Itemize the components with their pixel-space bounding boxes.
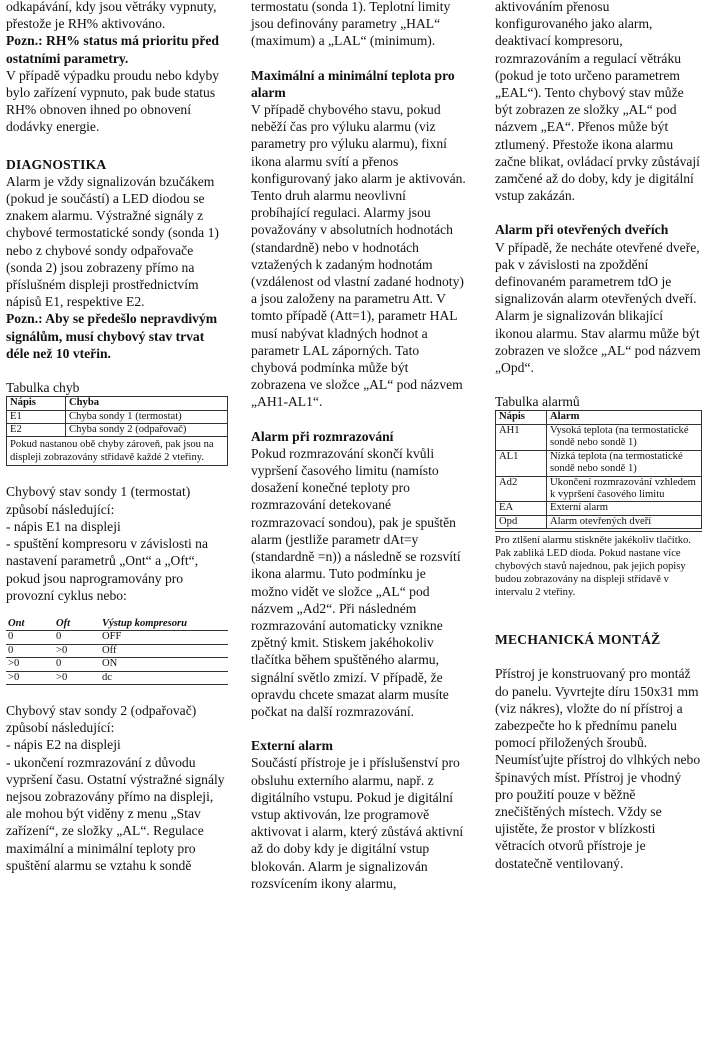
- table-cell: dc: [100, 671, 228, 684]
- col-header: Chyba: [66, 397, 228, 410]
- table-row: [6, 658, 228, 671]
- probe1-paragraph: Chybový stav sondy 1 (termostat) způsobí následující:: [6, 484, 191, 517]
- table-row: [6, 644, 228, 657]
- door-alarm-paragraph: V případě, že necháte otevřené dveře, pak v závislosti na zpoždění definovaném parametrem tdO je signalizován alarm otevřených dveří. Alarm je signalizován blikající ikonou alarmu. Stav alarmu může být zobrazen ve složce „AL“ pod názvem „Opd“.: [495, 239, 701, 376]
- alarm-table-caption: Tabulka alarmů: [495, 394, 580, 410]
- probe2-item-defrost: - ukončení rozmrazování z důvodu vypršení času. Ostatní výstražné signály nejsou zobrazovány přímo na displeji, ale mohou být viděny z menu „Stav zařízení“, ze složky „AL“. Regulace maximální a minimální teploty pro spuštění alarmu se vztahu k sondě: [6, 754, 225, 873]
- probe1-item-compressor: - spuštění kompresoru v závislosti na nastavení parametrů „Ont“ a „Oft“, pokud jsou naprogramovány pro provozní cyklus nebo:: [6, 536, 208, 603]
- column-3: [495, 0, 702, 872]
- table-cell: 0: [54, 631, 100, 644]
- table-cell: 0: [6, 631, 54, 644]
- table-row: [7, 410, 228, 423]
- col-header: Výstup kompresoru: [100, 618, 228, 631]
- error-table-caption: Tabulka chyb: [6, 380, 80, 396]
- probe2-paragraph: Chybový stav sondy 2 (odpařovač) způsobí následující:: [6, 702, 197, 736]
- column-2: [251, 0, 466, 892]
- table-cell: Vysoká teplota (na termostatické sondě nebo sondě 1): [547, 424, 702, 450]
- table-row: [7, 424, 228, 437]
- diagnostics-heading: DIAGNOSTIKA: [6, 156, 107, 172]
- power-failure-paragraph: V případě výpadku proudu nebo kdyby bylo zařízení vypnuto, pak bude status RH% obnoven ihned po obnovení dodávky energie.: [6, 67, 220, 135]
- table-header-row: [7, 397, 228, 410]
- defrost-alarm-heading: Alarm při rozmrazování: [251, 428, 394, 444]
- alarm-table: [495, 410, 702, 529]
- intro-paragraph: odkapávání, kdy jsou větráky vypnuty, přestože je RH% aktivováno.: [6, 0, 217, 32]
- door-alarm-heading: Alarm při otevřených dveřích: [495, 222, 669, 238]
- rh-priority-note: Pozn.: RH% status má prioritu před ostatními parametry.: [6, 33, 219, 66]
- table-cell: 0: [6, 644, 54, 657]
- table-cell: >0: [54, 671, 100, 684]
- table-cell: Nízká teplota (na termostatické sondě nebo sondě 1): [547, 450, 702, 476]
- table-cell: Externí alarm: [547, 502, 702, 515]
- table-cell: Opd: [496, 515, 547, 528]
- table-row: [6, 631, 228, 644]
- table-cell: ON: [100, 658, 228, 671]
- error-table-note: Pokud nastanou obě chyby zároveň, pak jsou na displeji zobrazovány střídavě každé 2 vteřiny.: [6, 437, 228, 466]
- table-row: [496, 502, 702, 515]
- table-cell: OFF: [100, 631, 228, 644]
- maxmin-alarm-heading: Maximální a minimální teplota pro alarm: [251, 67, 455, 100]
- mechanical-mounting-paragraph: Přístroj je konstruovaný pro montáž do panelu. Vyvrtejte díru 150x31 mm (viz nákres), vložte do ní přístroj a zabezpečte ho k přednímu panelu pomocí přiložených šroubů. Neumísťujte přístroj do vlhkých nebo špinavých míst. Přístroj je vhodný pro použití pouze v běžně znečištěných místech. Vždy se ujistěte, že prostor v blízkosti větracích otvorů přístroje je dostatečně ventilovaný.: [495, 666, 701, 871]
- col-header: Alarm: [547, 411, 702, 424]
- table-cell: 0: [54, 658, 100, 671]
- table-cell: E2: [7, 424, 66, 437]
- table-row: [496, 424, 702, 450]
- table-cell: >0: [6, 658, 54, 671]
- table-cell: Alarm otevřených dveří: [547, 515, 702, 528]
- mechanical-mounting-heading: MECHANICKÁ MONTÁŽ: [495, 632, 661, 648]
- table-cell: AL1: [496, 450, 547, 476]
- table-cell: Chyba sondy 2 (odpařovač): [66, 424, 228, 437]
- error-table: [6, 396, 228, 437]
- compressor-table: [6, 618, 228, 685]
- table-cell: Off: [100, 644, 228, 657]
- thermostat-limits-paragraph: termostatu (sonda 1). Teplotní limity jsou definovány parametry „HAL“ (maximum) a „LAL“ (minimum).: [251, 0, 451, 49]
- defrost-alarm-paragraph: Pokud rozmrazování skončí kvůli vypršení časového limitu (namísto dosažení konečné teploty pro rozmrazování detekované rozmrazovací sondou), pak je spuštěn alarm (jestliže parametr dAt=y (standardně =n)) a následně se rozsvítí ikona alarmu. Tuto podmínku je možno vidět ve složce „AL“ pod názvem „Ad2“. Při následném rozmrazování automaticky vznikne zpětný kmit. Stiskem jakéhokoliv tlačítka během spuštěného alarmu, signální světlo zmizí. V případě, že opravdu chcete smazat alarm musíte počkat na další rozmrazování.: [251, 445, 461, 719]
- table-cell: Ukončení rozmrazování vzhledem k vypršení časového limitu: [547, 476, 702, 502]
- table-row: [496, 450, 702, 476]
- column-1: [6, 0, 228, 874]
- table-header-row: [496, 411, 702, 424]
- table-cell: Ad2: [496, 476, 547, 502]
- probe1-item-display: - nápis E1 na displeji: [6, 518, 121, 534]
- external-alarm-heading: Externí alarm: [251, 738, 333, 754]
- alarm-table-note: Pro ztlšení alarmu stiskněte jakékoliv tlačítko. Pak zabliká LED dioda. Pokud nastane více chybových stavů najednou, pak jejich popisy budou zobrazovány na displeji střídavě v intervalu 2 vteřiny.: [495, 531, 702, 601]
- maxmin-alarm-paragraph: V případě chybového stavu, pokud neběží čas pro výluku alarmu (viz parametry pro výluku alarmu), fixní ikona alarmu svítí a přenos konfigurovaný jako alarm je aktivován. Tento druh alarmu neovlivní probíhající regulaci. Alarmy jsou považovány v absolutních hodnotách (standardně) nebo v hodnotách vztažených k zadaným hodnotám (vzdálenost od vlastní zadané hodnoty) a jsou založeny na parametru Att. V tomto případě (Att=1), parametr HAL musí nabývat kladných hodnot a parametr LAL záporných. Tato chybová podmínka může být zobrazena ve složce „AL“ pod názvem „AH1-AL1“.: [251, 102, 466, 410]
- table-row: [6, 671, 228, 684]
- table-cell: E1: [7, 410, 66, 423]
- external-alarm-paragraph: Součástí přístroje je i příslušenství pro obsluhu externího alarmu, např. z digitálního vstupu. Pokud je digitální vstup aktivován, lze programově aktivovat i alarm, který zůstává aktivní až do doby kdy je digitální vstup blokován. Alarm je signalizován rozsvícením ikony alarmu,: [251, 755, 464, 891]
- table-cell: >0: [54, 644, 100, 657]
- table-row: [496, 515, 702, 528]
- table-cell: Chyba sondy 1 (termostat): [66, 410, 228, 423]
- table-cell: AH1: [496, 424, 547, 450]
- table-row: [496, 476, 702, 502]
- probe2-item-display: - nápis E2 na displeji: [6, 737, 121, 753]
- col-header: Ont: [6, 618, 54, 631]
- external-alarm-continued: aktivováním přenosu konfigurovaného jako alarm, deaktivací kompresoru, rozmrazováním a regulací větráku (pokud je toto určeno parametrem „EAL“). Tento chybový stav může být zobrazen ze složky „AL“ pod názvem „EA“. Přenos může být ztlumený. Přestože ikona alarmu začne blikat, ovládací prvky zůstávají zamčené až do doby, kdy je digitální vstup zakázán.: [495, 0, 700, 204]
- col-header: Nápis: [496, 411, 547, 424]
- diagnostics-paragraph: Alarm je vždy signalizován bzučákem (pokud je součástí) a LED diodou se znakem alarmu. Výstražné signály z chybové termostatické sondy (sonda 1) nebo z chybové sondy odpařovače (sonda 2) jsou zobrazeny přímo na příslušném displeji prostřednictvím nápisů E1, respektive E2.: [6, 173, 219, 310]
- table-cell: EA: [496, 502, 547, 515]
- col-header: Nápis: [7, 397, 66, 410]
- table-header-row: [6, 618, 228, 631]
- false-signal-note: Pozn.: Aby se předešlo nepravdivým signálům, musí chybový stav trvat déle než 10 vteřin.: [6, 311, 218, 361]
- col-header: Oft: [54, 618, 100, 631]
- table-cell: >0: [6, 671, 54, 684]
